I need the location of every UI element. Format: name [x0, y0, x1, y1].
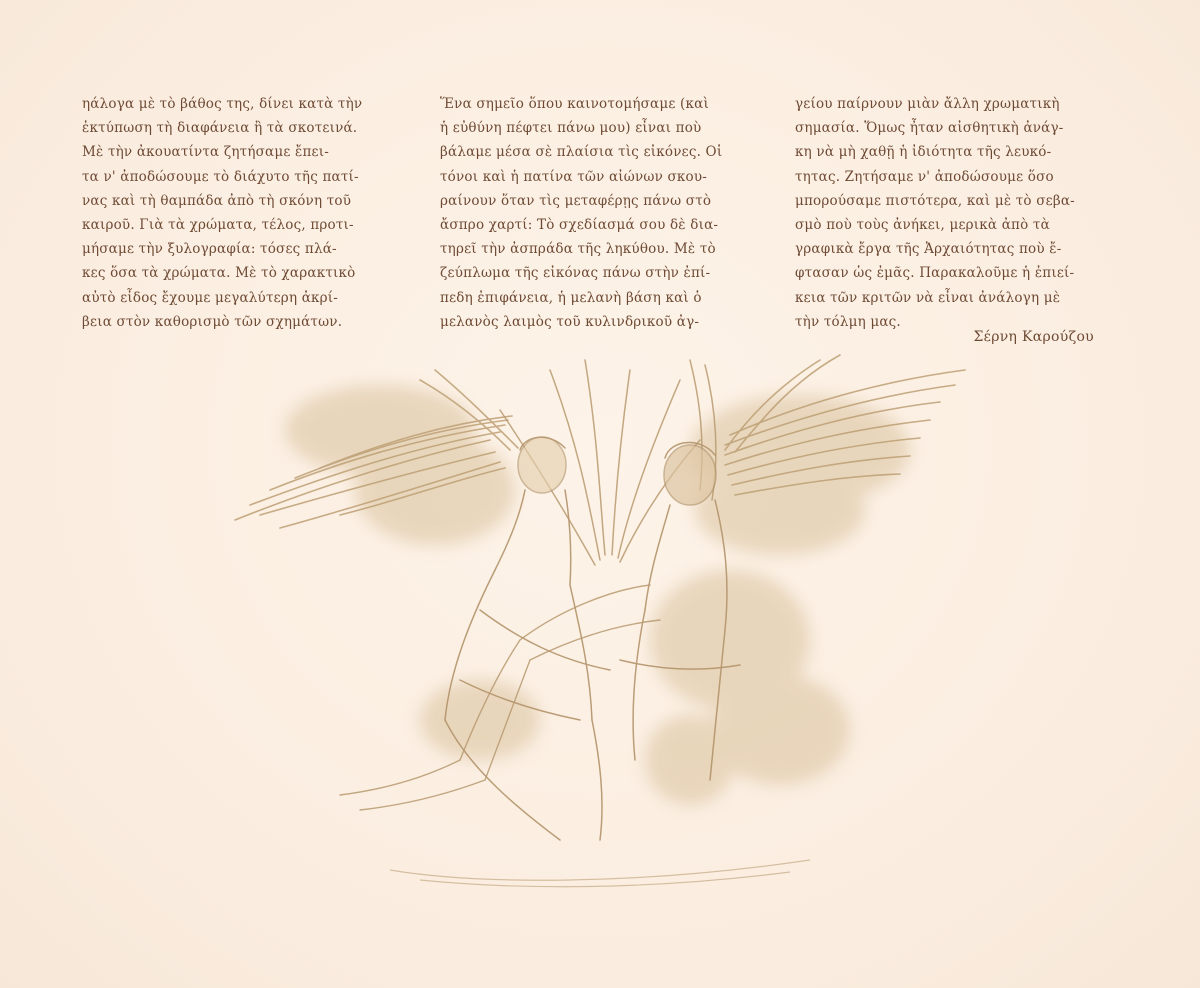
text-line: γείου παίρνουν μιὰν ἄλλη χρωματικὴ — [795, 96, 1060, 112]
author-signature: Σέρνη Καρούζου — [973, 329, 1094, 345]
text-line: καιροῦ. Γιὰ τὰ χρώματα, τέλος, προτι- — [82, 217, 354, 234]
text-column-3 — [795, 92, 1120, 334]
text-line: μελανὸς λαιμὸς τοῦ κυλινδρικοῦ ἀγ- — [440, 313, 700, 330]
text-line: βάλαμε μέσα σὲ πλαίσια τὶς εἰκόνες. Οἱ — [440, 144, 723, 161]
text-column-2 — [440, 92, 765, 334]
text-line: ἡ εὐθύνη πέφτει πάνω μου) εἶναι ποὺ — [440, 120, 702, 137]
text-line: πεδη ἐπιφάνεια, ἡ μελανὴ βάση καὶ ὁ — [440, 289, 702, 306]
text-line: τόνοι καὶ ἡ πατίνα τῶν αἰώνων σκου- — [440, 168, 708, 185]
text-line: ἄσπρο χαρτί: Τὸ σχεδίασμά σου δὲ δια- — [440, 217, 719, 234]
text-line: μήσαμε τὴν ξυλογραφία: τόσες πλά- — [82, 241, 337, 258]
text-line: τὴν τόλμη μας. — [795, 313, 901, 330]
text-line: σημασία. Ὅμως ἦταν αἰσθητικὴ ἀνάγ- — [795, 120, 1064, 137]
ground-line — [390, 860, 810, 887]
text-line: μπορούσαμε πιστότερα, καὶ μὲ τὸ σεβα- — [795, 192, 1075, 209]
text-line: Ἕνα σημεῖο ὅπου καινοτομήσαμε (καὶ — [440, 96, 709, 112]
lekythos-illustration — [220, 340, 980, 900]
text-line: κεια τῶν κριτῶν νὰ εἶναι ἀνάλογη μὲ — [795, 289, 1061, 306]
text-line: τηρεῖ τὴν ἀσπράδα τῆς ληκύθου. Μὲ τὸ — [440, 241, 716, 258]
text-line: τα ν' ἀποδώσουμε τὸ διάχυτο τῆς πατί- — [82, 168, 359, 185]
text-line: ηάλογα μὲ τὸ βάθος της, δίνει κατὰ τὴν — [82, 96, 363, 112]
text-line: φτασαν ὡς ἐμᾶς. Παρακαλοῦμε ἡ ἐπιεί- — [795, 265, 1075, 282]
text-line: Μὲ τὴν ἀκουατίντα ζητήσαμε ἔπει- — [82, 144, 329, 161]
text-line: αὐτὸ εἶδος ἔχουμε μεγαλύτερη ἀκρί- — [82, 289, 339, 306]
text-column-1 — [82, 92, 407, 334]
text-line: ραίνουν ὅταν τὶς μεταφέρῃς πάνω στὸ — [440, 192, 712, 209]
text-line: τητας. Ζητήσαμε ν' ἀποδώσουμε ὅσο — [795, 168, 1054, 185]
text-line: νας καὶ τὴ θαμπάδα ἀπὸ τὴ σκόνη τοῦ — [82, 192, 352, 209]
text-line: κες ὅσα τὰ χρώματα. Μὲ τὸ χαρακτικὸ — [82, 265, 356, 282]
text-line: γραφικὰ ἔργα τῆς Ἀρχαιότητας ποὺ ἔ- — [795, 241, 1062, 258]
text-line: ζεύπλωμα τῆς εἰκόνας πάνω στὴν ἐπί- — [440, 265, 711, 282]
text-line: ἐκτύπωση τὴ διαφάνεια ἢ τὰ σκοτεινά. — [82, 120, 358, 137]
text-line: σμὸ ποὺ τοὺς ἀνήκει, μερικὰ ἀπὸ τὰ — [795, 217, 1050, 234]
text-line: κη νὰ μὴ χαθῇ ἡ ἰδιότητα τῆς λευκό- — [795, 144, 1052, 161]
text-line: βεια στὸν καθορισμὸ τῶν σχημάτων. — [82, 313, 343, 330]
